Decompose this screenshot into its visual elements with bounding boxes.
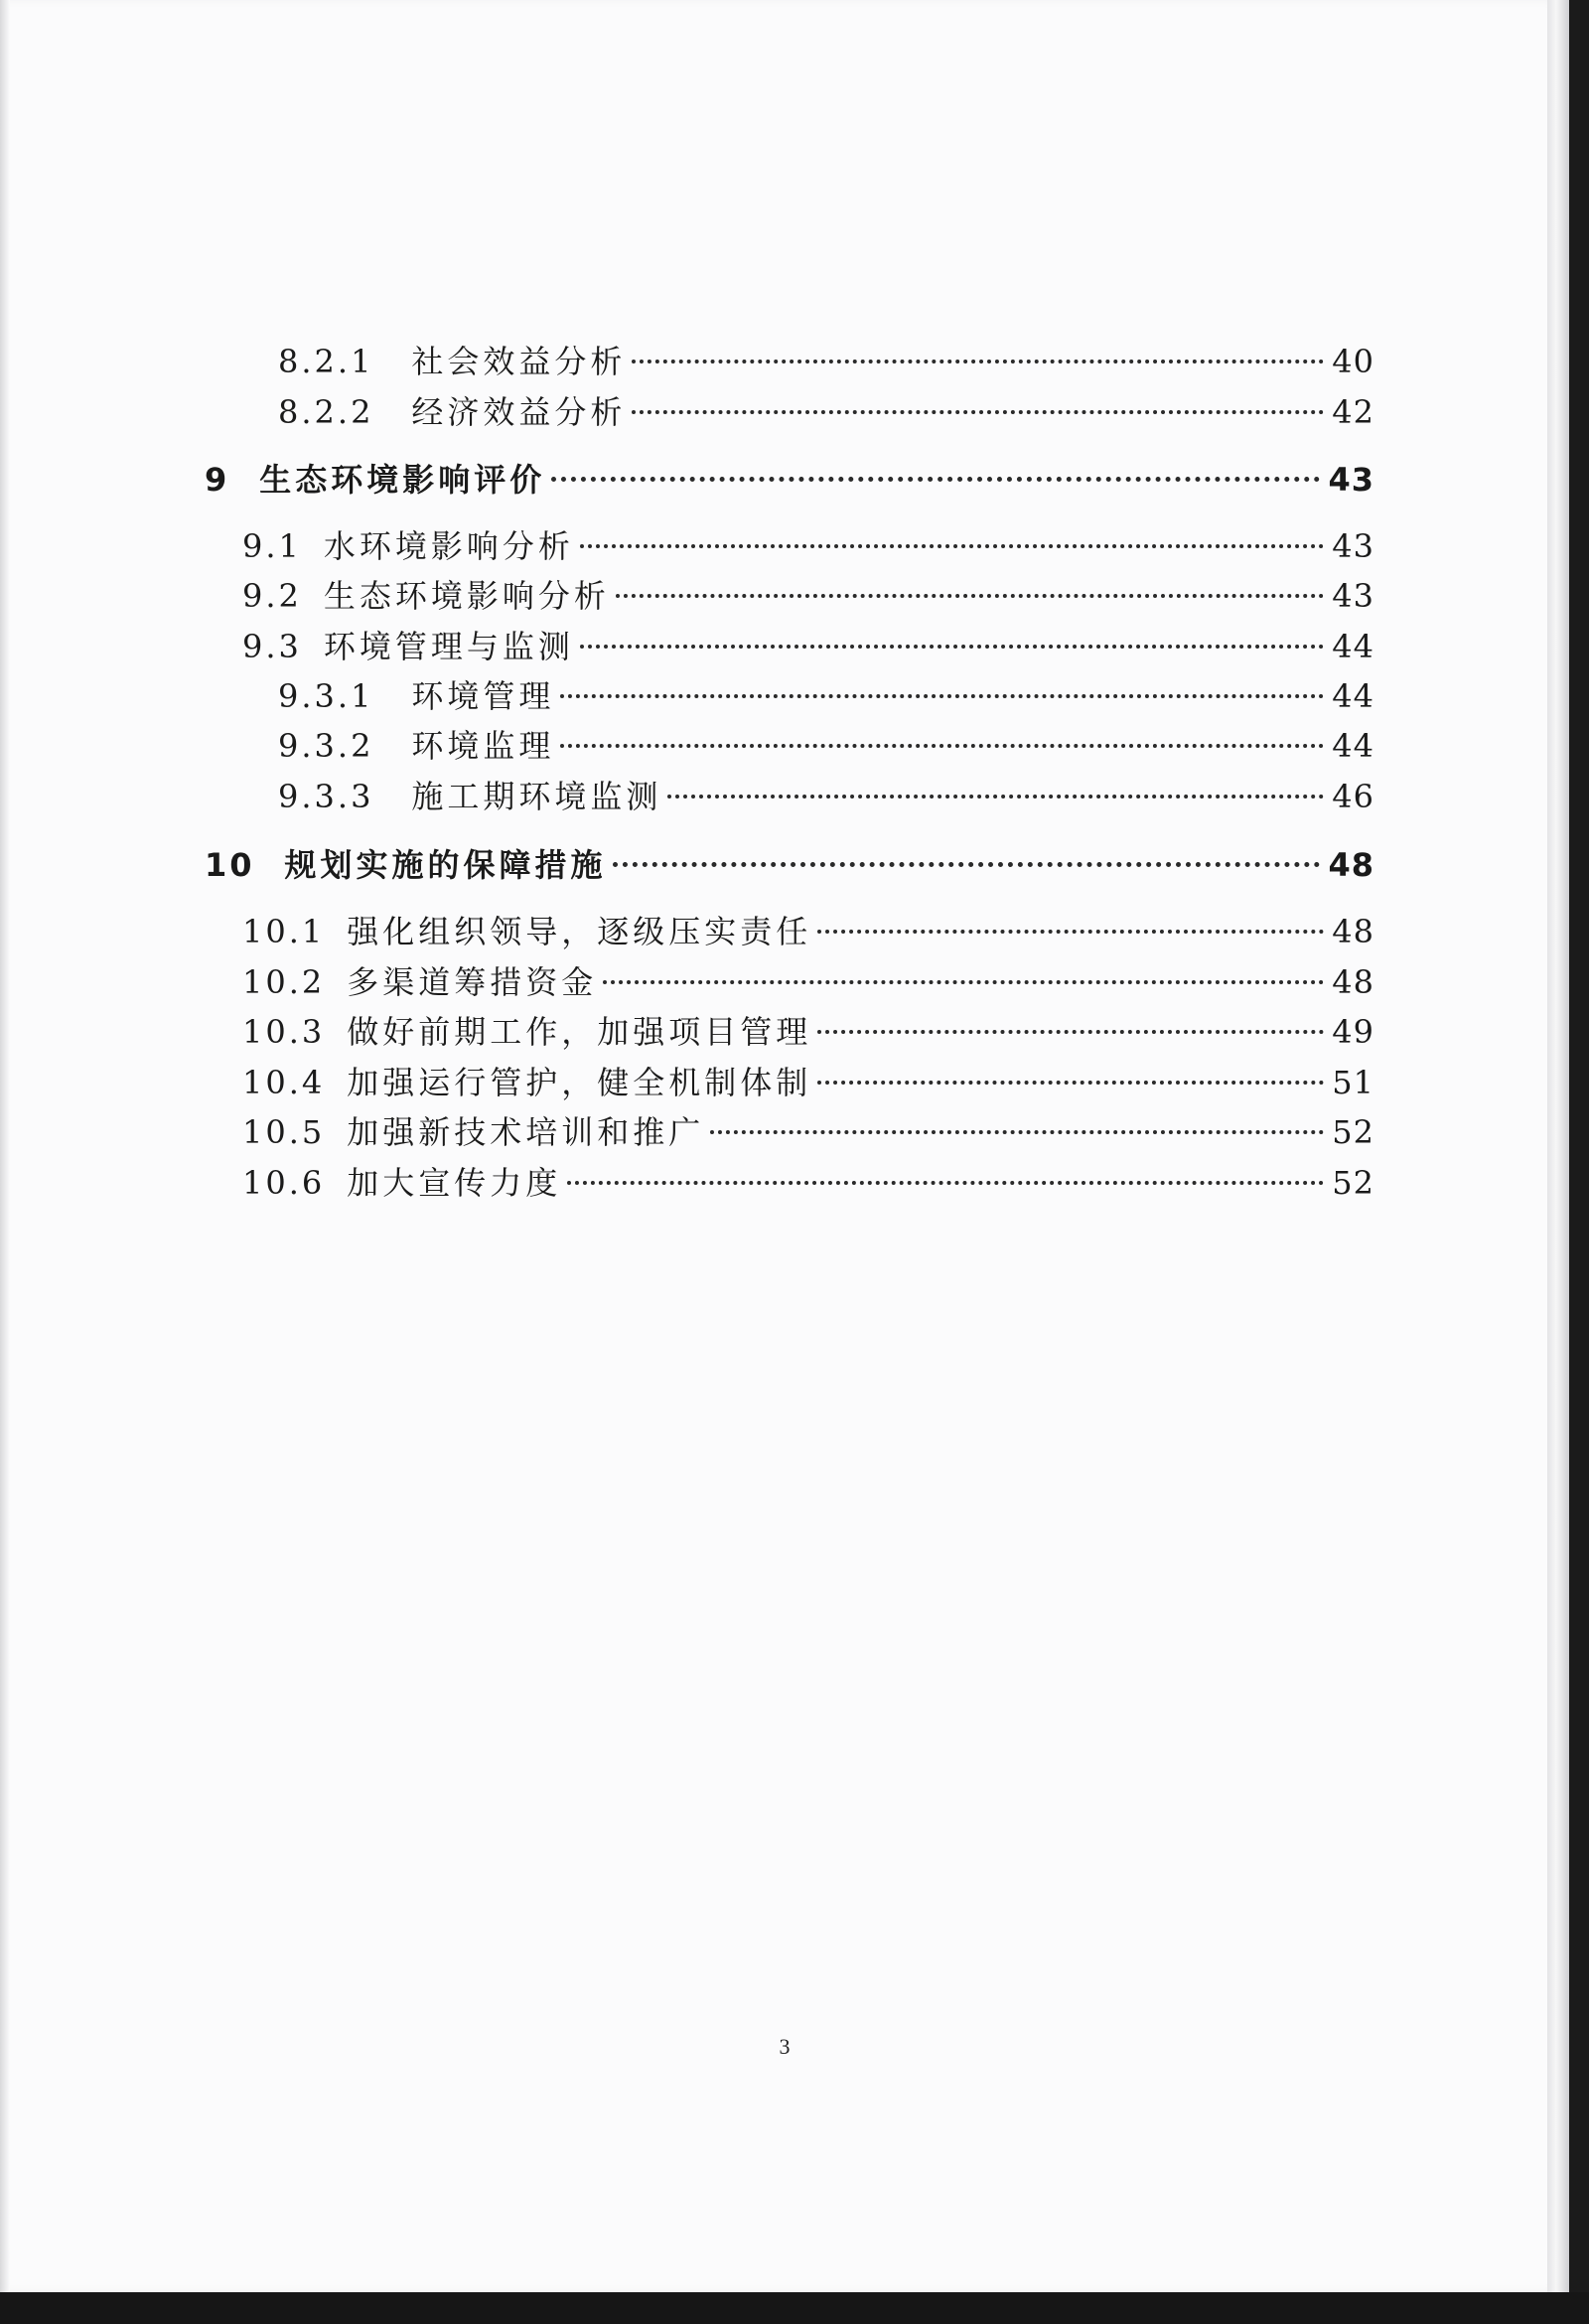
toc-title: 生态环境影响评价 xyxy=(259,461,546,499)
toc-number: 8.2.2 xyxy=(278,393,374,431)
toc-title: 施工期环境监测 xyxy=(411,778,662,815)
toc-number: 10 xyxy=(205,846,255,884)
toc-number: 10.3 xyxy=(242,1013,326,1051)
toc-page-number: 48 xyxy=(1328,846,1374,884)
toc-entry-10-2 xyxy=(242,958,1374,1006)
toc-entry-10-6 xyxy=(242,1159,1374,1207)
scanner-bottom-border xyxy=(0,2292,1589,2324)
dot-leader xyxy=(616,594,1324,598)
dot-leader xyxy=(580,645,1324,649)
dot-leader xyxy=(710,1130,1324,1134)
dot-leader xyxy=(817,1081,1324,1085)
toc-number: 8.2.1 xyxy=(278,343,374,380)
toc-entry-10-4 xyxy=(242,1059,1374,1106)
toc-page-number: 48 xyxy=(1332,963,1374,1001)
dot-leader xyxy=(560,694,1324,698)
toc-title: 加大宣传力度 xyxy=(347,1164,562,1202)
toc-page-number: 46 xyxy=(1332,778,1374,815)
toc-page-number: 52 xyxy=(1332,1164,1374,1202)
toc-number: 9.3.2 xyxy=(278,727,374,765)
toc-title: 规划实施的保障措施 xyxy=(284,846,607,884)
dot-leader xyxy=(632,360,1324,363)
dot-leader xyxy=(551,477,1320,482)
dot-leader xyxy=(567,1181,1324,1185)
toc-number: 10.1 xyxy=(242,913,326,950)
toc-page-number: 44 xyxy=(1332,677,1374,715)
toc-page-number: 44 xyxy=(1332,628,1374,665)
toc-number: 9.3 xyxy=(242,628,302,665)
toc-page-number: 40 xyxy=(1332,343,1374,380)
toc-number: 9.3.1 xyxy=(278,677,374,715)
toc-title: 环境管理 xyxy=(411,677,555,715)
toc-title: 生态环境影响分析 xyxy=(323,577,610,615)
toc-title: 多渠道筹措资金 xyxy=(347,963,598,1001)
toc-title: 社会效益分析 xyxy=(411,343,627,380)
toc-page-number: 51 xyxy=(1332,1064,1374,1101)
toc-entry-10-1 xyxy=(242,908,1374,955)
toc-title: 强化组织领导，逐级压实责任 xyxy=(347,913,812,950)
toc-title: 水环境影响分析 xyxy=(323,527,574,565)
toc-page-number: 48 xyxy=(1332,913,1374,950)
dot-leader xyxy=(632,410,1324,414)
toc-title: 加强运行管护，健全机制体制 xyxy=(347,1064,812,1101)
toc-page-number: 52 xyxy=(1332,1113,1374,1151)
toc-page-number: 49 xyxy=(1332,1013,1374,1051)
toc-title: 做好前期工作，加强项目管理 xyxy=(347,1013,812,1051)
toc-entry-8-2-2 xyxy=(278,388,1374,436)
toc-entry-9-1 xyxy=(242,522,1374,570)
toc-number: 9.2 xyxy=(242,577,302,615)
toc-page-number: 43 xyxy=(1332,527,1374,565)
toc-entry-9 xyxy=(205,456,1374,504)
toc-number: 10.5 xyxy=(242,1113,326,1151)
toc-entry-10 xyxy=(205,841,1374,889)
toc-page-number: 43 xyxy=(1328,461,1374,499)
toc-number: 10.2 xyxy=(242,963,326,1001)
dot-leader xyxy=(817,1030,1324,1034)
toc-entry-9-3-2 xyxy=(278,722,1374,770)
toc-page-number: 43 xyxy=(1332,577,1374,615)
toc-title: 加强新技术培训和推广 xyxy=(347,1113,705,1151)
toc-entry-9-3-1 xyxy=(278,672,1374,720)
toc-entry-9-3 xyxy=(242,623,1374,670)
toc-entry-10-5 xyxy=(242,1108,1374,1156)
dot-leader xyxy=(817,930,1324,934)
toc-title: 环境管理与监测 xyxy=(323,628,574,665)
toc-title: 经济效益分析 xyxy=(411,393,627,431)
dot-leader xyxy=(613,862,1321,867)
toc-number: 9 xyxy=(205,461,230,499)
toc-entry-10-3 xyxy=(242,1008,1374,1056)
toc-page-number: 42 xyxy=(1332,393,1374,431)
toc-entry-9-2 xyxy=(242,572,1374,620)
dot-leader xyxy=(667,795,1324,799)
toc-entry-8-2-1 xyxy=(278,338,1374,385)
toc-number: 10.6 xyxy=(242,1164,326,1202)
toc-entry-9-3-3 xyxy=(278,773,1374,820)
dot-leader xyxy=(580,544,1324,548)
toc-page-number: 44 xyxy=(1332,727,1374,765)
toc-number: 9.3.3 xyxy=(278,778,374,815)
dot-leader xyxy=(560,744,1324,748)
page-number: 3 xyxy=(779,2034,791,2059)
toc-title: 环境监理 xyxy=(411,727,555,765)
toc-number: 10.4 xyxy=(242,1064,326,1101)
toc-number: 9.1 xyxy=(242,527,302,565)
dot-leader xyxy=(603,980,1324,984)
